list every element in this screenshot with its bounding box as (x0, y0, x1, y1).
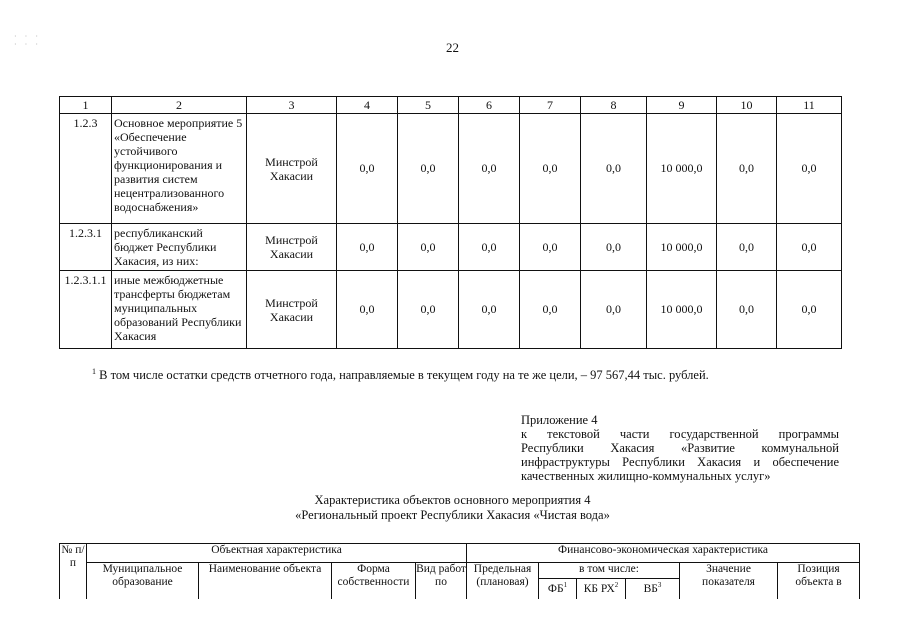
row-value: 0,0 (398, 224, 459, 271)
appendix-line: инфраструктуры Республики Хакасия и обеспечение (521, 455, 839, 469)
row-value: 0,0 (337, 224, 398, 271)
row-value: 0,0 (337, 114, 398, 224)
row-value: 0,0 (717, 224, 777, 271)
column-header-num: № п/п (60, 544, 87, 599)
column-header: Наименование объекта (199, 563, 332, 599)
row-value: 0,0 (717, 114, 777, 224)
column-header: Муниципальное образование (87, 563, 199, 599)
column-header: 11 (777, 97, 842, 114)
row-executor: Минстрой Хакасии (247, 224, 337, 271)
row-value: 0,0 (398, 271, 459, 349)
appendix-line: к текстовой части государственной программы (521, 427, 839, 441)
column-header: Значение показателя (680, 563, 778, 599)
row-value: 0,0 (520, 271, 581, 349)
row-value: 0,0 (717, 271, 777, 349)
row-value: 0,0 (459, 271, 520, 349)
column-header: 4 (337, 97, 398, 114)
vb-label: ВБ (643, 582, 658, 595)
row-value: 0,0 (337, 271, 398, 349)
row-value: 0,0 (777, 271, 842, 349)
column-group-finance: Финансово-экономическая характеристика (467, 544, 860, 563)
row-value: 0,0 (520, 224, 581, 271)
row-value: 0,0 (777, 224, 842, 271)
column-header: Форма собственности (332, 563, 416, 599)
scan-artifact: · · · · · · (14, 32, 41, 49)
row-number: 1.2.3 (60, 114, 112, 224)
row-value: 10 000,0 (647, 224, 717, 271)
row-value: 10 000,0 (647, 114, 717, 224)
row-value: 0,0 (459, 114, 520, 224)
kb-footnote: 2 (614, 581, 619, 589)
financing-table (59, 96, 842, 349)
column-header-vb (626, 579, 680, 599)
table-header-row (60, 544, 860, 563)
column-header: 9 (647, 97, 717, 114)
row-executor: Минстрой Хакасии (247, 271, 337, 349)
fb-label: ФБ (547, 582, 564, 595)
appendix-block (521, 413, 839, 483)
fb-footnote: 1 (563, 581, 568, 589)
column-header: 2 (112, 97, 247, 114)
row-name: иные межбюджетные трансферты бюджетам муниципальных образований Республики Хакасия (112, 271, 247, 349)
row-value: 0,0 (581, 114, 647, 224)
column-header: 8 (581, 97, 647, 114)
row-value: 0,0 (581, 271, 647, 349)
footnote-text: В том числе остатки средств отчетного года, направляемые в текущем году на те же цели, – 97 567,44 тыс. рублей. (96, 368, 709, 383)
table-header-row (60, 563, 860, 579)
column-header: 6 (459, 97, 520, 114)
row-name: республиканский бюджет Республики Хакасия, из них: (112, 224, 247, 271)
footnote (92, 367, 709, 383)
column-header: Позиция объекта в (778, 563, 860, 599)
row-number: 1.2.3.1 (60, 224, 112, 271)
row-value: 0,0 (459, 224, 520, 271)
page-number: 22 (446, 40, 459, 55)
row-value: 0,0 (581, 224, 647, 271)
column-header: в том числе: (539, 563, 680, 579)
section-title (0, 493, 905, 523)
column-header: Предельная (плановая) (467, 563, 539, 599)
column-header: 1 (60, 97, 112, 114)
row-value: 0,0 (777, 114, 842, 224)
column-header: Вид работ по (416, 563, 467, 599)
row-executor: Минстрой Хакасии (247, 114, 337, 224)
row-value: 0,0 (520, 114, 581, 224)
appendix-line: Республики Хакасия «Развитие коммунальной (521, 441, 839, 455)
table-row (60, 271, 842, 349)
column-header-fb (539, 579, 577, 599)
row-value: 0,0 (398, 114, 459, 224)
row-name: Основное мероприятие 5 «Обеспечение устойчивого функционирования и развития систем нецентрализованного водоснабжения» (112, 114, 247, 224)
section-title-line: Характеристика объектов основного мероприятия 4 (314, 493, 591, 507)
appendix-line: качественных жилищно-коммунальных услуг» (521, 469, 771, 483)
row-number: 1.2.3.1.1 (60, 271, 112, 349)
column-group-object: Объектная характеристика (87, 544, 467, 563)
appendix-heading: Приложение 4 (521, 413, 598, 427)
column-header: 7 (520, 97, 581, 114)
column-header: 10 (717, 97, 777, 114)
vb-footnote: 3 (657, 581, 662, 589)
column-header-kb (577, 579, 626, 599)
footnote-marker: 1 (92, 367, 96, 376)
object-characteristics-table (59, 543, 860, 599)
column-header: 5 (398, 97, 459, 114)
column-header: 3 (247, 97, 337, 114)
section-title-line: «Региональный проект Республики Хакасия «Чистая вода» (295, 508, 610, 522)
row-value: 10 000,0 (647, 271, 717, 349)
kb-label: КБ РХ (583, 582, 615, 595)
table-header-row (60, 97, 842, 114)
table-row (60, 224, 842, 271)
table-row (60, 114, 842, 224)
